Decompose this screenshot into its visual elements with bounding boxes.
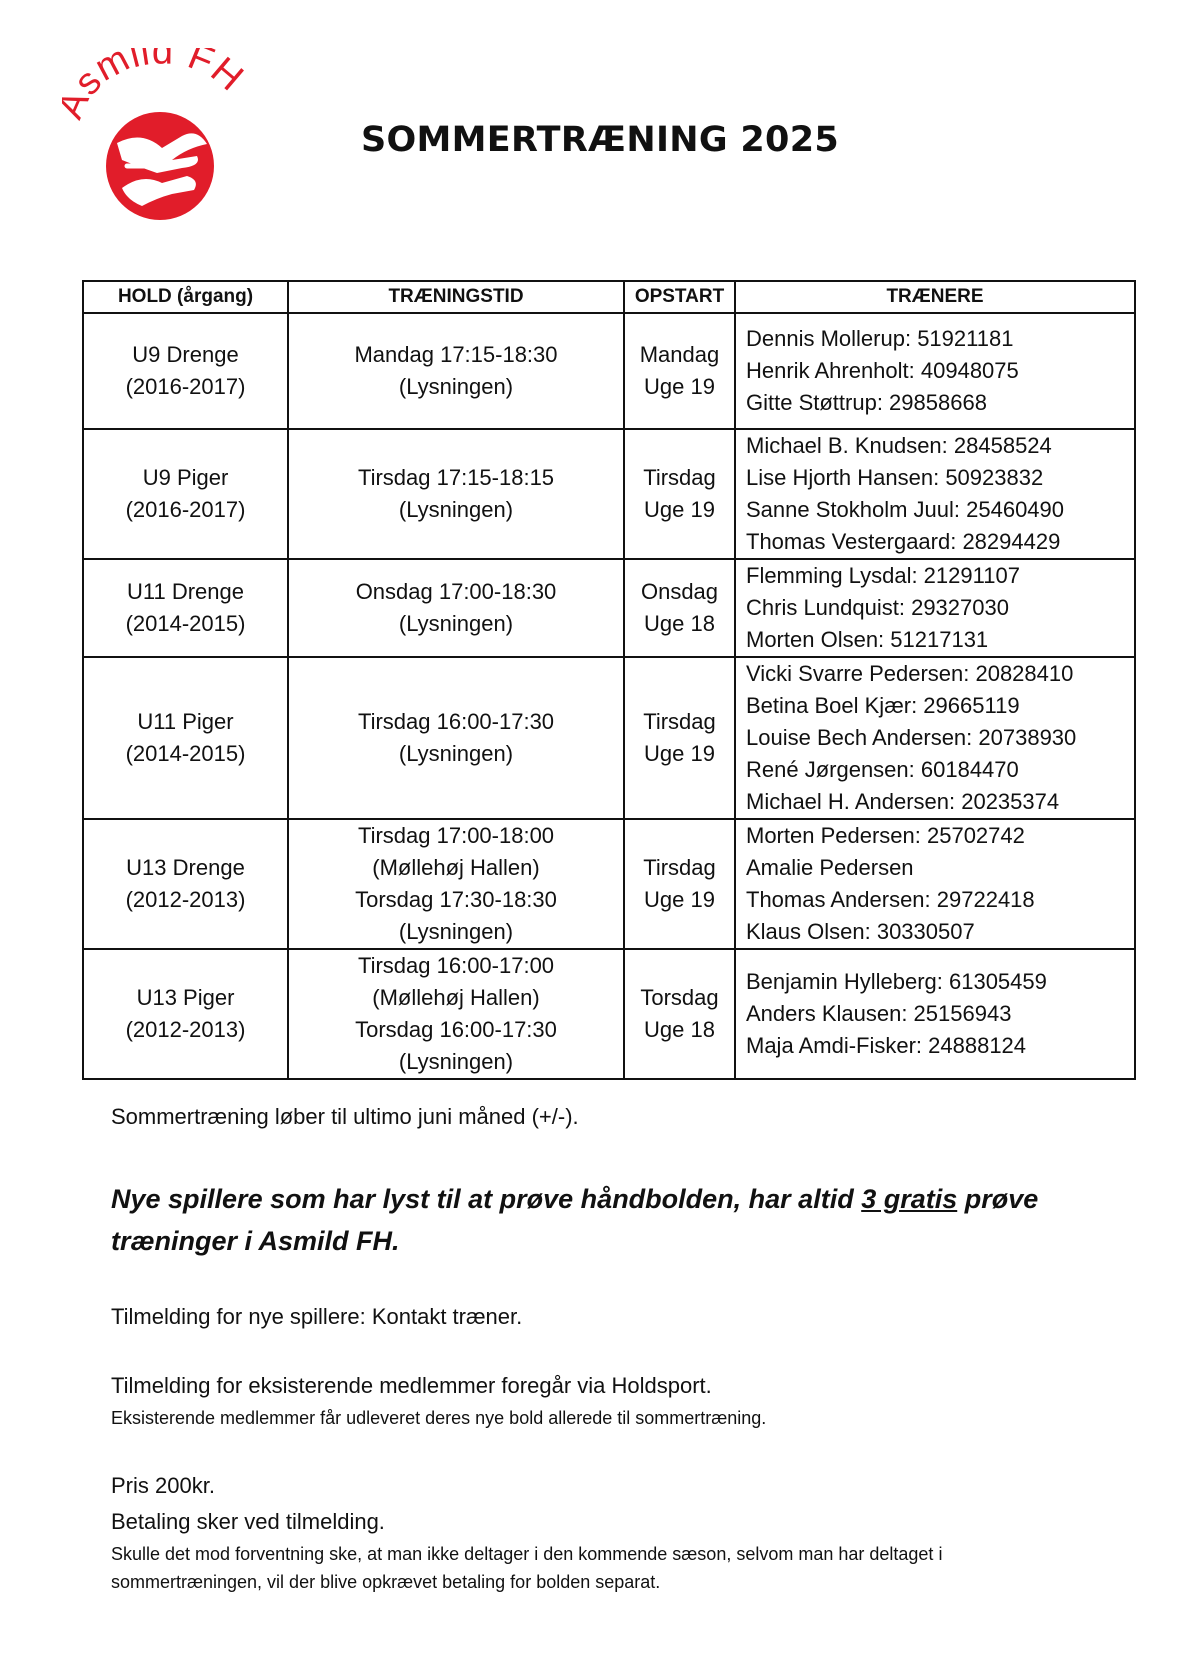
coach-entry: Thomas Vestergaard: 28294429 bbox=[746, 529, 1061, 554]
signup-existing-note: Tilmelding for eksisterende medlemmer foregår via Holdsport. bbox=[111, 1373, 712, 1398]
start-day: Torsdag bbox=[640, 985, 719, 1010]
start-week: Uge 19 bbox=[644, 497, 715, 522]
coach-entry: Betina Boel Kjær: 29665119 bbox=[746, 693, 1020, 718]
coaches-cell bbox=[735, 429, 1135, 559]
team-cell bbox=[83, 949, 288, 1079]
team-name: U9 Piger bbox=[142, 465, 229, 490]
disclaimer-line-2: sommertræningen, vil der blive opkrævet betaling for bolden separat. bbox=[111, 1572, 661, 1592]
coach-entry: Michael H. Andersen: 20235374 bbox=[746, 789, 1060, 814]
coach-entry: Vicki Svarre Pedersen: 20828410 bbox=[746, 661, 1074, 686]
coach-entry: Gitte Støttrup: 29858668 bbox=[746, 390, 987, 415]
page-title: SOMMERTRÆNING 2025 bbox=[360, 120, 840, 160]
payment-note: Betaling sker ved tilmelding. bbox=[111, 1509, 385, 1534]
training-time: Onsdag 17:00-18:30 bbox=[355, 579, 557, 604]
training-time: Tirsdag 17:00-18:00 bbox=[357, 823, 555, 848]
logo-text: smild FH bbox=[66, 48, 252, 104]
training-location: (Møllehøj Hallen) bbox=[372, 985, 540, 1010]
start-week: Uge 18 bbox=[644, 1017, 715, 1042]
new-players-promo bbox=[111, 1178, 1038, 1262]
disclaimer-line-1: Skulle det mod forventning ske, at man ikke deltager i den kommende sæson, selvom man har deltaget i bbox=[111, 1544, 943, 1564]
time-cell bbox=[288, 429, 624, 559]
start-day: Mandag bbox=[639, 342, 720, 367]
team-name: U13 Piger bbox=[136, 985, 235, 1010]
table-row bbox=[83, 313, 1135, 429]
handball-hands-logo-icon bbox=[62, 48, 262, 228]
table-row bbox=[83, 657, 1135, 819]
training-location: (Lysningen) bbox=[398, 374, 514, 399]
team-name: U11 Drenge bbox=[127, 579, 244, 604]
training-time: Torsdag 17:30-18:30 bbox=[355, 887, 557, 912]
table-row bbox=[83, 819, 1135, 949]
coach-entry: René Jørgensen: 60184470 bbox=[746, 757, 1019, 782]
coach-entry: Morten Olsen: 51217131 bbox=[746, 627, 989, 652]
promo-text: Nye spillere som har lyst til at prøve håndbolden, har altid bbox=[111, 1184, 862, 1214]
coaches-cell bbox=[735, 949, 1135, 1079]
start-day: Tirsdag bbox=[643, 855, 716, 880]
start-week: Uge 19 bbox=[644, 374, 715, 399]
coach-entry: Benjamin Hylleberg: 61305459 bbox=[746, 969, 1047, 994]
training-location: (Lysningen) bbox=[398, 611, 514, 636]
coach-entry: Thomas Andersen: 29722418 bbox=[746, 887, 1035, 912]
time-cell bbox=[288, 313, 624, 429]
promo-text-line2: træninger i Asmild FH. bbox=[111, 1226, 400, 1256]
coaches-cell bbox=[735, 313, 1135, 429]
team-years: (2012-2013) bbox=[125, 887, 246, 912]
coaches-cell bbox=[735, 559, 1135, 657]
training-location: (Lysningen) bbox=[398, 919, 514, 944]
coach-entry: Henrik Ahrenholt: 40948075 bbox=[746, 358, 1019, 383]
table-header-row bbox=[83, 281, 1135, 313]
start-week: Uge 18 bbox=[644, 611, 715, 636]
start-day: Tirsdag bbox=[643, 709, 716, 734]
coaches-cell bbox=[735, 819, 1135, 949]
team-name: U11 Piger bbox=[137, 709, 234, 734]
start-day: Tirsdag bbox=[643, 465, 716, 490]
duration-note: Sommertræning løber til ultimo juni måned (+/-). bbox=[111, 1104, 579, 1129]
start-cell bbox=[624, 657, 735, 819]
team-cell bbox=[83, 429, 288, 559]
team-cell bbox=[83, 819, 288, 949]
team-years: (2012-2013) bbox=[125, 1017, 246, 1042]
coach-entry: Lise Hjorth Hansen: 50923832 bbox=[746, 465, 1044, 490]
coach-entry: Chris Lundquist: 29327030 bbox=[746, 595, 1009, 620]
promo-free-trainings: 3 gratis bbox=[861, 1184, 958, 1214]
coach-entry: Anders Klausen: 25156943 bbox=[746, 1001, 1012, 1026]
coaches-cell bbox=[735, 657, 1135, 819]
training-time: Tirsdag 17:15-18:15 bbox=[357, 465, 555, 490]
training-location: (Lysningen) bbox=[398, 497, 514, 522]
coach-entry: Morten Pedersen: 25702742 bbox=[746, 823, 1025, 848]
promo-text-end: prøve bbox=[957, 1184, 1039, 1214]
coach-entry: Louise Bech Andersen: 20738930 bbox=[746, 725, 1077, 750]
coach-entry: Klaus Olsen: 30330507 bbox=[746, 919, 975, 944]
time-cell bbox=[288, 559, 624, 657]
training-schedule-table bbox=[82, 280, 1136, 1080]
coach-entry: Amalie Pedersen bbox=[746, 855, 914, 880]
table-row bbox=[83, 949, 1135, 1079]
table-row bbox=[83, 429, 1135, 559]
training-location: (Lysningen) bbox=[398, 1049, 514, 1074]
start-cell bbox=[624, 313, 735, 429]
coach-entry: Dennis Mollerup: 51921181 bbox=[746, 326, 1014, 351]
start-week: Uge 19 bbox=[644, 887, 715, 912]
team-cell bbox=[83, 657, 288, 819]
team-years: (2016-2017) bbox=[125, 497, 246, 522]
training-time: Tirsdag 16:00-17:30 bbox=[357, 709, 555, 734]
start-week: Uge 19 bbox=[644, 741, 715, 766]
start-cell bbox=[624, 559, 735, 657]
training-time: Tirsdag 16:00-17:00 bbox=[357, 953, 555, 978]
team-name: U13 Drenge bbox=[126, 855, 245, 880]
training-time: Mandag 17:15-18:30 bbox=[354, 342, 558, 367]
start-cell bbox=[624, 819, 735, 949]
team-years: (2016-2017) bbox=[125, 374, 246, 399]
signup-new-note: Tilmelding for nye spillere: Kontakt træner. bbox=[111, 1304, 523, 1329]
training-time: Torsdag 16:00-17:30 bbox=[355, 1017, 557, 1042]
coach-entry: Sanne Stokholm Juul: 25460490 bbox=[746, 497, 1065, 522]
team-years: (2014-2015) bbox=[125, 611, 246, 636]
team-name: U9 Drenge bbox=[132, 342, 239, 367]
column-header-team: HOLD (årgang) bbox=[83, 281, 288, 313]
table-row bbox=[83, 559, 1135, 657]
training-location: (Møllehøj Hallen) bbox=[372, 855, 540, 880]
column-header-training-time: TRÆNINGSTID bbox=[288, 281, 624, 313]
existing-ball-note: Eksisterende medlemmer får udleveret deres nye bold allerede til sommertræning. bbox=[111, 1408, 767, 1428]
price-note: Pris 200kr. bbox=[111, 1473, 215, 1498]
start-cell bbox=[624, 949, 735, 1079]
start-cell bbox=[624, 429, 735, 559]
time-cell bbox=[288, 657, 624, 819]
coach-entry: Maja Amdi-Fisker: 24888124 bbox=[746, 1033, 1027, 1058]
column-header-coaches: TRÆNERE bbox=[735, 281, 1135, 313]
time-cell bbox=[288, 949, 624, 1079]
training-location: (Lysningen) bbox=[398, 741, 514, 766]
team-cell bbox=[83, 313, 288, 429]
column-header-start: OPSTART bbox=[624, 281, 735, 313]
coach-entry: Michael B. Knudsen: 28458524 bbox=[746, 433, 1052, 458]
coach-entry: Flemming Lysdal: 21291107 bbox=[746, 563, 1020, 588]
club-logo bbox=[62, 48, 262, 228]
team-years: (2014-2015) bbox=[125, 741, 246, 766]
team-cell bbox=[83, 559, 288, 657]
start-day: Onsdag bbox=[640, 579, 719, 604]
time-cell bbox=[288, 819, 624, 949]
